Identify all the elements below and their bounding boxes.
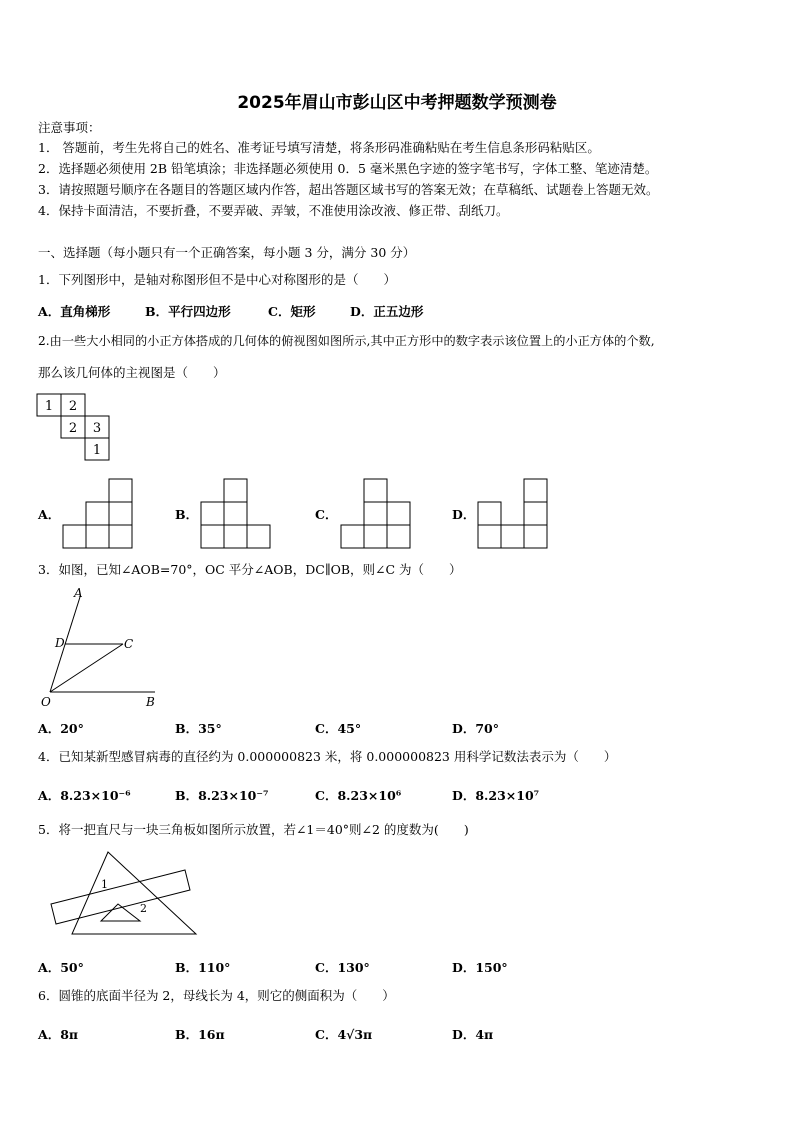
q4-option-b: B．8.23×10⁻⁷	[175, 788, 269, 803]
section-heading: 一、选择题（每小题只有一个正确答案，每小题 3 分，满分 30 分）	[38, 245, 416, 260]
question-2-stem: 2.由一些大小相同的小正方体搭成的几何体的俯视图如图所示,其中正方形中的数字表示该位置上的小正方体的个数,	[38, 334, 655, 348]
q1-option-d: D．正五边形	[350, 304, 424, 319]
q3-option-c: C．45°	[315, 721, 362, 736]
question-1-stem: 1．下列图形中，是轴对称图形但不是中心对称图形的是（ ）	[38, 272, 396, 287]
q2-option-c: C．	[315, 507, 338, 522]
ruler-triangle-figure	[48, 848, 200, 940]
notice-item: 2．选择题必须使用 2B 铅笔填涂；非选择题必须使用 0．5 毫米黑色字迹的签字笔书写，字体工整、笔迹清楚。	[38, 161, 658, 176]
q4-option-a: A．8.23×10⁻⁶	[38, 788, 131, 803]
q4-option-c: C．8.23×10⁶	[315, 788, 402, 803]
q5-option-a: A．50°	[38, 960, 84, 975]
q5-option-b: B．110°	[175, 960, 231, 975]
grid-cell: 1	[92, 443, 102, 458]
point-label-o: O	[41, 695, 51, 709]
q1-option-c: C．矩形	[268, 304, 316, 319]
q5-option-d: D．150°	[452, 960, 508, 975]
grid-cell: 2	[68, 399, 78, 414]
page-title: 2025年眉山市彭山区中考押题数学预测卷	[237, 93, 557, 113]
grid-cell: 3	[92, 421, 102, 436]
notice-heading: 注意事项：	[38, 120, 101, 135]
q3-option-a: A．20°	[38, 721, 84, 736]
q6-option-c: C．4√3π	[315, 1027, 373, 1042]
q3-option-d: D．70°	[452, 721, 499, 736]
q2-option-b: B．	[175, 507, 199, 522]
question-3-stem: 3．如图，已知∠AOB=70°，OC 平分∠AOB，DC∥OB，则∠C 为（ ）	[38, 562, 462, 577]
grid-cell: 1	[44, 399, 54, 414]
q6-option-d: D．4π	[452, 1027, 494, 1042]
q1-option-a: A．直角梯形	[38, 304, 111, 319]
q2-figure-a	[62, 478, 136, 550]
q6-option-a: A．8π	[38, 1027, 79, 1042]
q2-figure-b	[200, 478, 274, 550]
point-label-d: D	[55, 636, 65, 650]
top-view-grid	[36, 393, 116, 467]
notice-item: 4．保持卡面清洁，不要折叠，不要弄破、弄皱，不准使用涂改液、修正带、刮纸刀。	[38, 203, 509, 218]
q2-option-a: A．	[38, 507, 61, 522]
question-4-stem: 4．已知某新型感冒病毒的直径约为 0.000000823 米，将 0.000000823 用科学记数法表示为（ ）	[38, 749, 617, 764]
q2-figure-d	[477, 478, 551, 550]
angle-label-2: 2	[140, 902, 147, 915]
point-label-b: B	[146, 695, 155, 709]
q6-option-b: B．16π	[175, 1027, 225, 1042]
point-label-c: C	[124, 637, 134, 651]
q5-option-c: C．130°	[315, 960, 370, 975]
question-6-stem: 6．圆锥的底面半径为 2，母线长为 4，则它的侧面积为（ ）	[38, 988, 395, 1003]
angle-label-1: 1	[101, 878, 108, 891]
angle-figure	[38, 584, 168, 710]
point-label-a: A	[74, 586, 83, 600]
q2-figure-c	[340, 478, 414, 550]
q4-option-d: D．8.23×10⁷	[452, 788, 540, 803]
q1-option-b: B．平行四边形	[145, 304, 231, 319]
notice-item: 1． 答题前，考生先将自己的姓名、准考证号填写清楚，将条形码准确粘贴在考生信息条形码粘贴区。	[38, 140, 600, 155]
q2-option-d: D．	[452, 507, 476, 522]
notice-item: 3．请按照题号顺序在各题目的答题区域内作答，超出答题区域书写的答案无效；在草稿纸、试题卷上答题无效。	[38, 182, 659, 197]
grid-cell: 2	[68, 421, 78, 436]
question-2-stem-cont: 那么该几何体的主视图是（ ）	[38, 365, 226, 380]
q3-option-b: B．35°	[175, 721, 222, 736]
question-5-stem: 5．将一把直尺与一块三角板如图所示放置，若∠1＝40°则∠2 的度数为( )	[38, 822, 469, 837]
